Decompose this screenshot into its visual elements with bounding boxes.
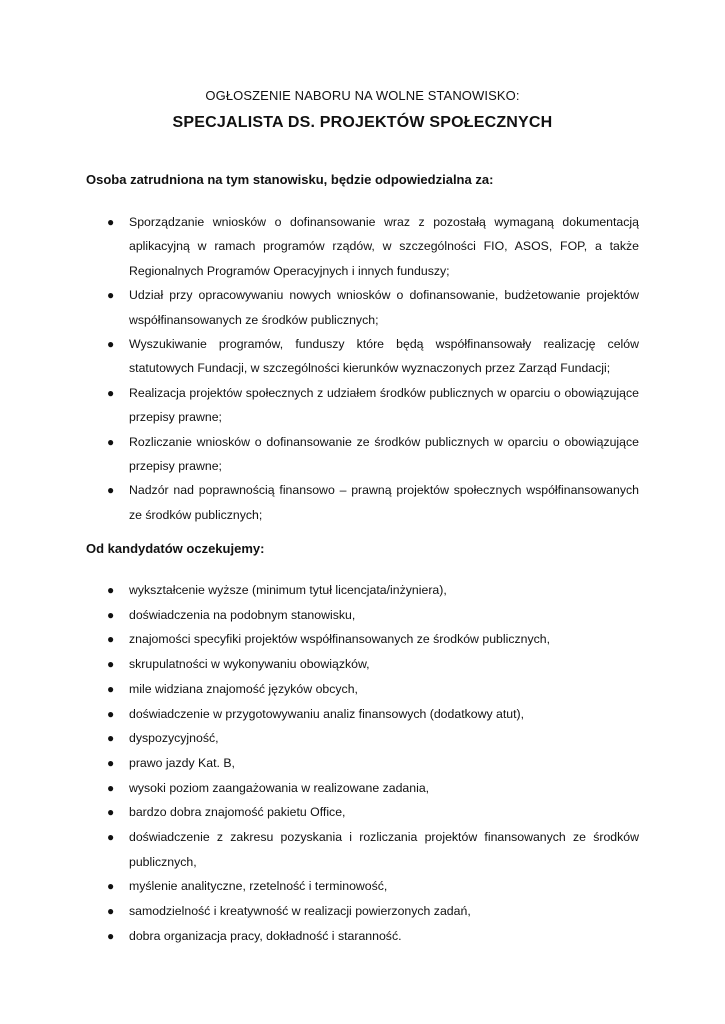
- bullet-icon: ●: [107, 385, 115, 400]
- list-item: [86, 924, 639, 949]
- requirements-heading: Od kandydatów oczekujemy:: [86, 541, 265, 556]
- list-item: [86, 825, 639, 874]
- bullet-icon: ●: [107, 607, 115, 622]
- bullet-icon: ●: [107, 879, 115, 894]
- bullet-icon: ●: [107, 583, 115, 597]
- bullet-icon: ●: [107, 904, 115, 919]
- position-title: SPECJALISTA DS. PROJEKTÓW SPOŁECZNYCH: [172, 114, 553, 131]
- bullet-icon: ●: [107, 483, 115, 498]
- list-item-text: doświadczenie z zakresu pozyskania i rozliczania projektów finansowanych ze środków publicznych,: [129, 830, 639, 869]
- list-item-text: dobra organizacja pracy, dokładność i staranność.: [129, 928, 402, 943]
- bullet-icon: ●: [107, 830, 115, 845]
- bullet-icon: ●: [107, 731, 115, 746]
- bullet-icon: ●: [107, 632, 115, 647]
- list-item-text: wykształcenie wyższe (minimum tytuł licencjata/inżyniera),: [129, 583, 447, 597]
- list-item: [86, 430, 639, 479]
- bullet-icon: ●: [107, 288, 115, 303]
- bullet-icon: ●: [107, 928, 115, 943]
- announcement-subtitle: OGŁOSZENIE NABORU NA WOLNE STANOWISKO:: [205, 88, 520, 103]
- bullet-icon: ●: [107, 215, 115, 229]
- list-item-text: Rozliczanie wniosków o dofinansowanie ze środków publicznych w oparciu o obowiązujące przepisy prawne;: [129, 434, 639, 474]
- list-item: [86, 210, 639, 283]
- list-item: [86, 627, 639, 652]
- list-item-text: doświadczenia na podobnym stanowisku,: [129, 607, 356, 622]
- list-item: [86, 751, 639, 776]
- list-item-text: myślenie analityczne, rzetelność i terminowość,: [129, 879, 388, 894]
- bullet-icon: ●: [107, 337, 115, 352]
- list-item-text: Nadzór nad poprawnością finansowo – prawną projektów społecznych współfinansowanych ze środków publicznych;: [129, 483, 639, 522]
- bullet-icon: ●: [107, 780, 115, 795]
- list-item-text: samodzielność i kreatywność w realizacji powierzonych zadań,: [129, 904, 471, 919]
- responsibilities-list: [86, 210, 639, 527]
- list-item: [86, 776, 639, 801]
- list-item: [86, 603, 639, 628]
- list-item-text: skrupulatności w wykonywaniu obowiązków,: [129, 657, 370, 672]
- requirements-list: [86, 578, 639, 949]
- list-item: [86, 899, 639, 924]
- list-item: [86, 478, 639, 527]
- list-item-text: Realizacja projektów społecznych z udziałem środków publicznych w oparciu o obowiązujące przepisy prawne;: [129, 385, 639, 425]
- list-item: [86, 702, 639, 727]
- list-item: [86, 381, 639, 430]
- list-item: [86, 726, 639, 751]
- list-item: [86, 332, 639, 381]
- list-item: [86, 800, 639, 825]
- bullet-icon: ●: [107, 706, 115, 721]
- requirements-section: [86, 539, 639, 949]
- list-item: [86, 578, 639, 603]
- responsibilities-section: [86, 170, 639, 527]
- bullet-icon: ●: [107, 657, 115, 672]
- bullet-icon: ●: [107, 681, 115, 696]
- list-item-text: mile widziana znajomość języków obcych,: [129, 681, 358, 696]
- list-item: [86, 874, 639, 899]
- bullet-icon: ●: [107, 434, 115, 449]
- list-item-text: Wyszukiwanie programów, funduszy które będą współfinansowały realizację celów statutowych Fundacji, w szczególności kierunków wyznaczonych przez Zarząd Fundacji;: [129, 337, 639, 376]
- responsibilities-heading: Osoba zatrudniona na tym stanowisku, będzie odpowiedzialna za:: [86, 172, 494, 187]
- list-item: [86, 677, 639, 702]
- list-item-text: prawo jazdy Kat. B,: [129, 755, 235, 770]
- bullet-icon: ●: [107, 755, 115, 770]
- list-item-text: Udział przy opracowywaniu nowych wniosków o dofinansowanie, budżetowanie projektów współfinansowanych ze środków publicznych;: [129, 288, 639, 327]
- list-item: [86, 283, 639, 332]
- list-item-text: znajomości specyfiki projektów współfinansowanych ze środków publicznych,: [129, 632, 551, 647]
- bullet-icon: ●: [107, 805, 115, 820]
- list-item: [86, 652, 639, 677]
- list-item-text: doświadczenie w przygotowywaniu analiz finansowych (dodatkowy atut),: [129, 706, 525, 721]
- list-item-text: Sporządzanie wniosków o dofinansowanie wraz z pozostałą wymaganą dokumentacją aplikacyjną w ramach programów rządów, w szczególności FIO, ASOS, FOP, a także Regionalnych Programów Operacyjnych i innych funduszy;: [129, 215, 639, 278]
- list-item-text: wysoki poziom zaangażowania w realizowane zadania,: [129, 780, 430, 795]
- list-item-text: dyspozycyjność,: [129, 731, 219, 746]
- list-item-text: bardzo dobra znajomość pakietu Office,: [129, 805, 346, 820]
